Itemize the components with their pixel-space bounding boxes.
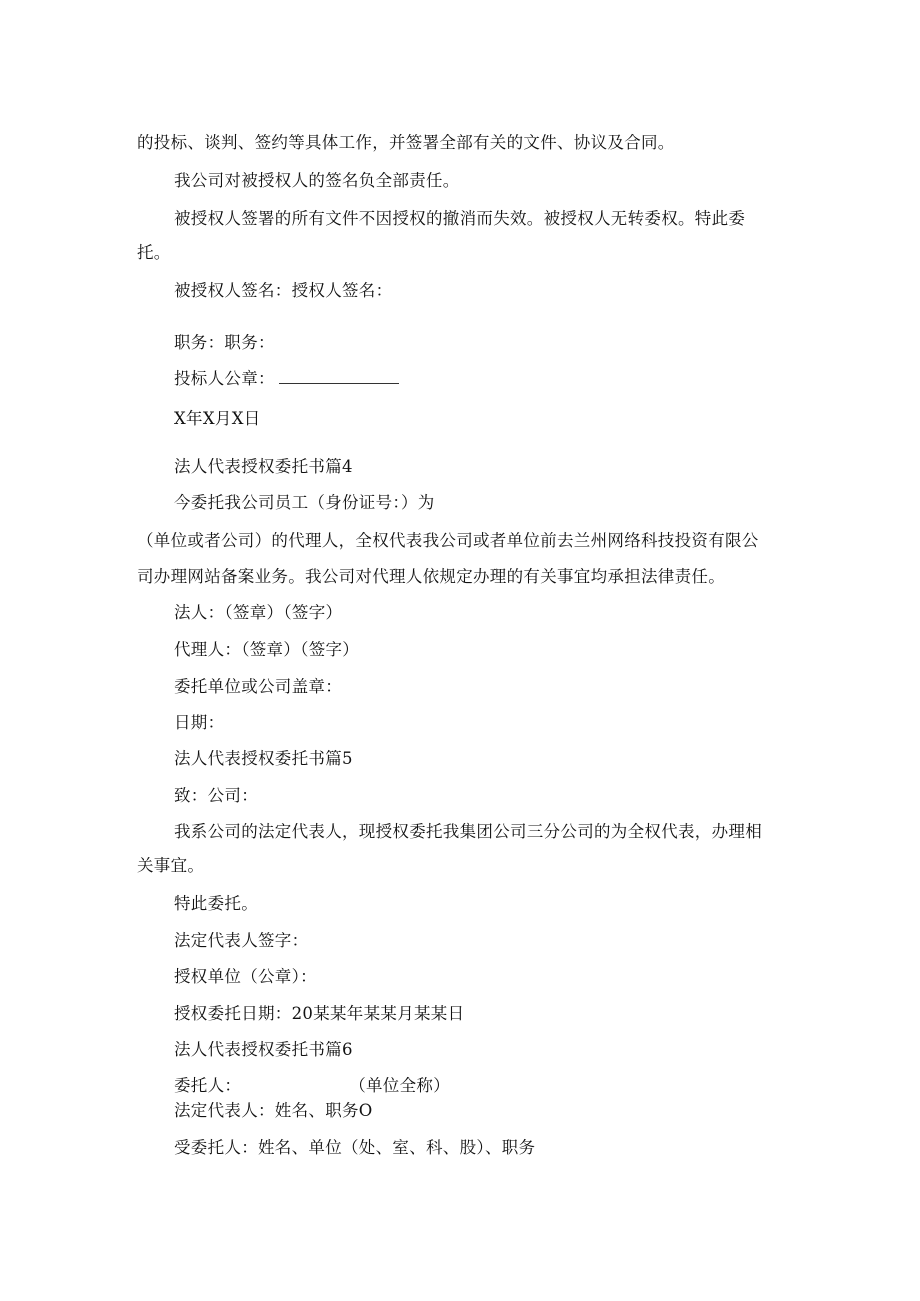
- section5-line2: 关事宜。: [137, 856, 205, 875]
- section4-line3: 司办理网站备案业务。我公司对代理人依规定办理的有关事宜均承担法律责任。: [137, 567, 725, 586]
- section5-date: 授权委托日期：20某某年某某月某某日: [174, 1004, 465, 1023]
- bidder-seal-line: [174, 369, 399, 389]
- section6-agent: 受委托人：姓名、单位（处、室、科、股）、职务: [174, 1138, 536, 1157]
- bidder-seal-label: 投标人公章：: [174, 369, 275, 388]
- section5-closing: 特此委托。: [174, 894, 258, 913]
- section-title-4: 法人代表授权委托书篇4: [174, 457, 353, 476]
- section4-agent: 代理人：（签章）（签字）: [174, 640, 360, 659]
- section4-date: 日期：: [174, 713, 225, 732]
- duty-line: 职务：职务：: [174, 333, 275, 352]
- section4-company-seal: 委托单位或公司盖章：: [174, 677, 342, 696]
- paragraph-validity-line2: 托。: [137, 243, 171, 262]
- section6-principal-label: 委托人：: [174, 1076, 242, 1095]
- section-title-5: 法人代表授权委托书篇5: [174, 749, 353, 768]
- paragraph-continuation: 的投标、谈判、签约等具体工作，并签署全部有关的文件、协议及合同。: [137, 133, 675, 152]
- section5-addressee: 致：公司：: [174, 786, 258, 805]
- section6-principal-line: [174, 1076, 450, 1096]
- signature-line: 被授权人签名：授权人签名：: [174, 281, 393, 300]
- section5-unit-seal: 授权单位（公章）：: [174, 967, 317, 986]
- seal-blank: [279, 369, 399, 384]
- date-line: X年X月X日: [174, 409, 261, 428]
- section5-signature: 法定代表人签字：: [174, 931, 309, 950]
- section4-line1: 今委托我公司员工（身份证号：）为: [174, 493, 435, 512]
- paragraph-validity-line1: 被授权人签署的所有文件不因授权的撤消而失效。被授权人无转委权。特此委: [174, 209, 746, 228]
- paragraph-responsibility: 我公司对被授权人的签名负全部责任。: [174, 171, 460, 190]
- section4-legal-person: 法人：（签章）（签字）: [174, 603, 343, 622]
- section6-principal-note: （单位全称）: [349, 1076, 451, 1095]
- section4-line2: （单位或者公司）的代理人，全权代表我公司或者单位前去兰州网络科技投资有限公: [137, 531, 759, 550]
- section-title-6: 法人代表授权委托书篇6: [174, 1040, 353, 1059]
- section5-line1: 我系公司的法定代表人，现授权委托我集团公司三分公司的为全权代表，办理相: [174, 822, 762, 841]
- section6-legal-representative: 法定代表人：姓名、职务O: [174, 1101, 373, 1120]
